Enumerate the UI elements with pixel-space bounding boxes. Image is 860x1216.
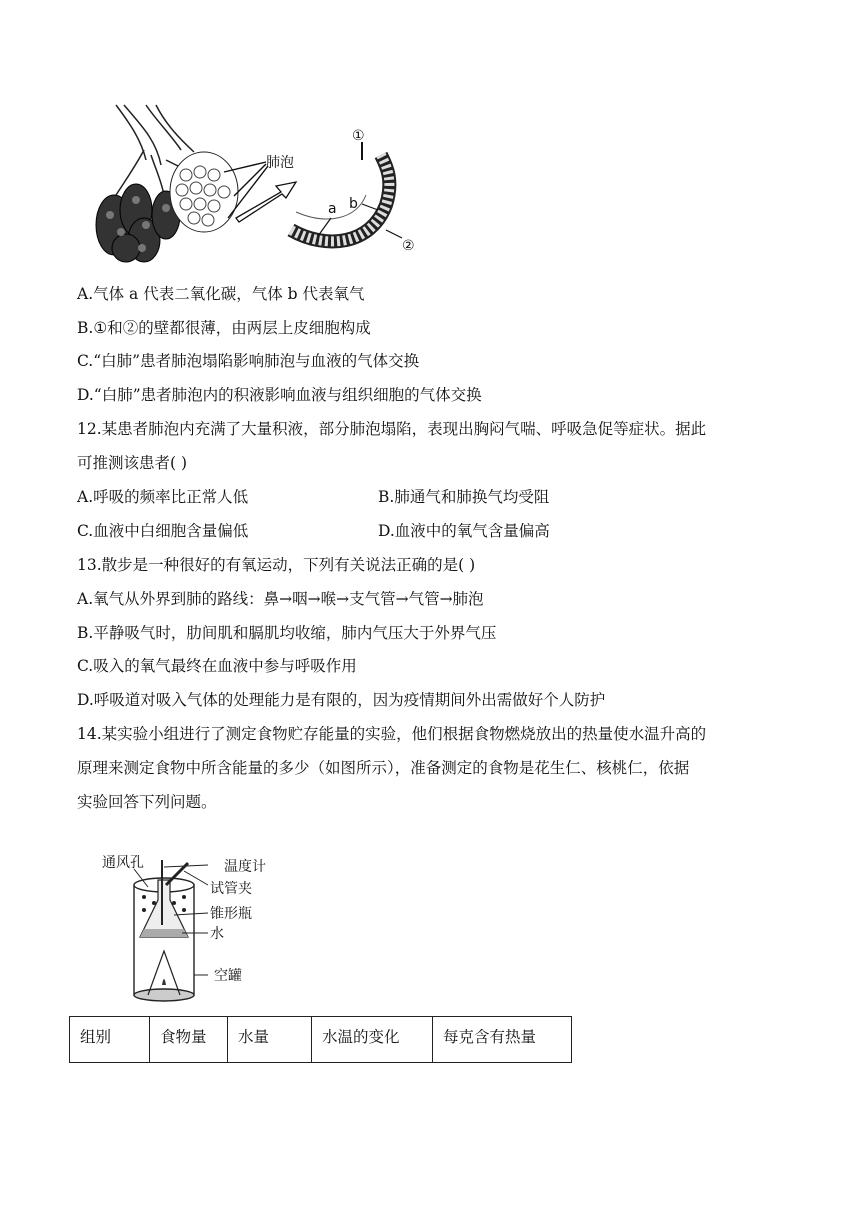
q14-stem-line2: 原理来测定食物中所含能量的多少（如图所示），准备测定的食物是花生仁、核桃仁，依据 xyxy=(77,759,690,777)
alveoli-label: 肺泡 xyxy=(266,155,294,171)
q13-option-d: D.呼吸道对吸入气体的处理能力是有限的，因为疫情期间外出需做好个人防护 xyxy=(77,691,606,709)
calorimeter-figure xyxy=(96,855,286,1005)
water-label: 水 xyxy=(210,926,224,942)
can-label: 空罐 xyxy=(214,968,242,984)
q14-stem-line1: 14.某实验小组进行了测定食物贮存能量的实验，他们根据食物燃烧放出的热量使水温升高的 xyxy=(77,725,707,743)
gas-b-arrow-icon xyxy=(362,204,378,210)
vent-label: 通风孔 xyxy=(102,855,144,871)
table-header-cell: 组别 xyxy=(70,1017,150,1063)
q12-option-d: D.血液中的氧气含量偏高 xyxy=(378,522,550,540)
q11-option-c: C.“白肺”患者肺泡塌陷影响肺泡与血液的气体交换 xyxy=(77,352,420,370)
q12-stem-line1: 12.某患者肺泡内充满了大量积液，部分肺泡塌陷，表现出胸闷气喘、呼吸急促等症状。据此 xyxy=(77,420,707,438)
q11-option-b: B.①和②的壁都很薄，由两层上皮细胞构成 xyxy=(77,319,371,337)
q11-option-a: A.气体 a 代表二氧化碳，气体 b 代表氧气 xyxy=(77,285,365,303)
q13-option-b: B.平静吸气时，肋间肌和膈肌均收缩，肺内气压大于外界气压 xyxy=(77,624,497,642)
q13-stem: 13.散步是一种很好的有氧运动，下列有关说法正确的是( ) xyxy=(77,556,476,574)
flask-label: 锥形瓶 xyxy=(210,906,252,922)
q12-stem-line2: 可推测该患者( ) xyxy=(77,454,188,472)
circle-1-label: ① xyxy=(352,128,365,144)
table-header-cell: 每克含有热量 xyxy=(433,1017,572,1063)
circle-2-label: ② xyxy=(402,238,415,254)
alveolar-cluster-dark xyxy=(96,184,180,262)
q13-option-a: A.氧气从外界到肺的路线：鼻→咽→喉→支气管→气管→肺泡 xyxy=(77,590,484,608)
gas-b-label: b xyxy=(349,196,358,212)
q12-option-a: A.呼吸的频率比正常人低 xyxy=(77,488,249,506)
table-header-cell: 水温的变化 xyxy=(312,1017,433,1063)
q11-option-d: D.“白肺”患者肺泡内的积液影响血液与组织细胞的气体交换 xyxy=(77,386,482,404)
q14-stem-line3: 实验回答下列问题。 xyxy=(77,793,217,811)
thermometer-label: 温度计 xyxy=(224,859,266,875)
gas-a-label: a xyxy=(328,201,337,217)
q12-option-b: B.肺通气和肺换气均受阻 xyxy=(378,488,550,506)
data-table xyxy=(69,1016,572,1063)
table-header-cell: 水量 xyxy=(228,1017,312,1063)
q13-option-c: C.吸入的氧气最终在血液中参与呼吸作用 xyxy=(77,657,357,675)
alveoli-figure xyxy=(86,100,436,265)
capillary-segment xyxy=(291,155,389,241)
table-header-row xyxy=(70,1017,572,1063)
clamp-label: 试管夹 xyxy=(210,881,252,897)
q12-option-c: C.血液中白细胞含量偏低 xyxy=(77,522,249,540)
table-header-cell: 食物量 xyxy=(150,1017,228,1063)
gas-a-arrow-icon xyxy=(318,218,331,236)
zoom-arrow-icon xyxy=(236,182,296,222)
